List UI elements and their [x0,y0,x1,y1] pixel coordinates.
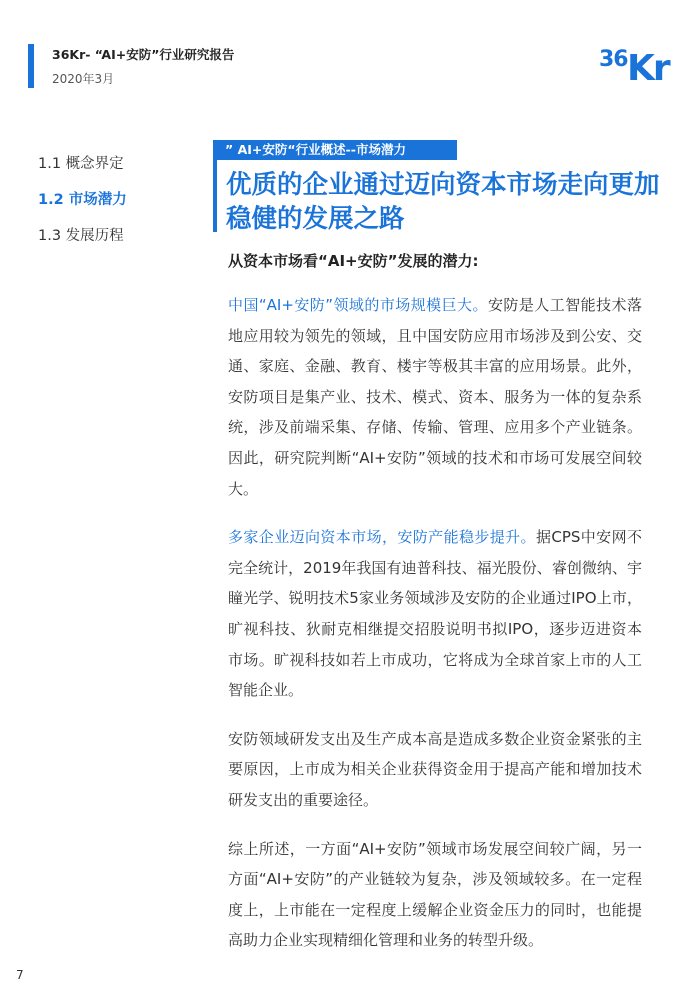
svg-text:Kr: Kr [627,48,669,84]
toc-item-history[interactable]: 1.3 发展历程 [38,228,124,244]
table-of-contents [38,154,127,262]
paragraph-text: 据CPS中安网不完全统计，2019年我国有迪普科技、福光股份、睿创微纳、宇瞳光学、锐明技术5家业务领域涉及安防的企业通过IPO上市，旷视科技、狄耐克相继提交招股说明书拟IPO，逐步迈进资本市场。旷视科技如若上市成功，它将成为全球首家上市的人工智能企业。 [228,528,642,700]
paragraph-capital-market [228,522,642,706]
paragraph-text: 安防领域研发支出及生产成本高是造成多数企业资金紧张的主要原因，上市成为相关企业获得资金用于提高产能和增加技术研发支出的重要途径。 [228,729,642,809]
report-date: 2020年3月 [52,72,115,86]
svg-text:36: 36 [599,47,628,72]
header-accent-bar [28,44,34,88]
paragraph-market-scale [228,290,642,504]
page-number: 7 [16,968,24,982]
paragraph-highlight: 多家企业迈向资本市场，安防产能稳步提升。 [228,528,536,547]
36kr-logo [597,36,677,84]
paragraph-summary [228,834,642,956]
report-title: 36Kr- “AI+安防”行业研究报告 [52,47,235,62]
section-subtitle: 从资本市场看“AI+安防”发展的潜力: [228,252,479,270]
paragraph-text: 综上所述，一方面“AI+安防”领域市场发展空间较广阔，另一方面“AI+安防”的产业链较为复杂，涉及领域较多。在一定程度上，上市能在一定程度上缓解企业资金压力的同时，也能提高助力企业实现精细化管理和业务的转型升级。 [228,839,642,950]
paragraph-text: 安防是人工智能技术落地应用较为领先的领域，且中国安防应用市场涉及到公安、交通、家庭、金融、教育、楼宇等极其丰富的应用场景。此外，安防项目是集产业、技术、模式、资本、服务为一体的复杂系统，涉及前端采集、存储、传输、管理、应用多个产业链条。因此，研究院判断“AI+安防”领域的技术和市场可发展空间较大。 [228,296,642,498]
headline-accent-bar [213,160,217,232]
paragraph-highlight: 中国“AI+安防”领域的市场规模巨大。 [228,296,488,314]
paragraph-rnd-costs [228,724,642,816]
section-tag: ” AI+安防“行业概述--市场潜力 [213,140,457,160]
body-text [228,290,642,974]
page-headline: 优质的企业通过迈向资本市场走向更加稳健的发展之路 [226,170,660,234]
toc-item-market-potential[interactable]: 1.2 市场潜力 [38,192,127,208]
toc-item-concept[interactable]: 1.1 概念界定 [38,156,124,172]
